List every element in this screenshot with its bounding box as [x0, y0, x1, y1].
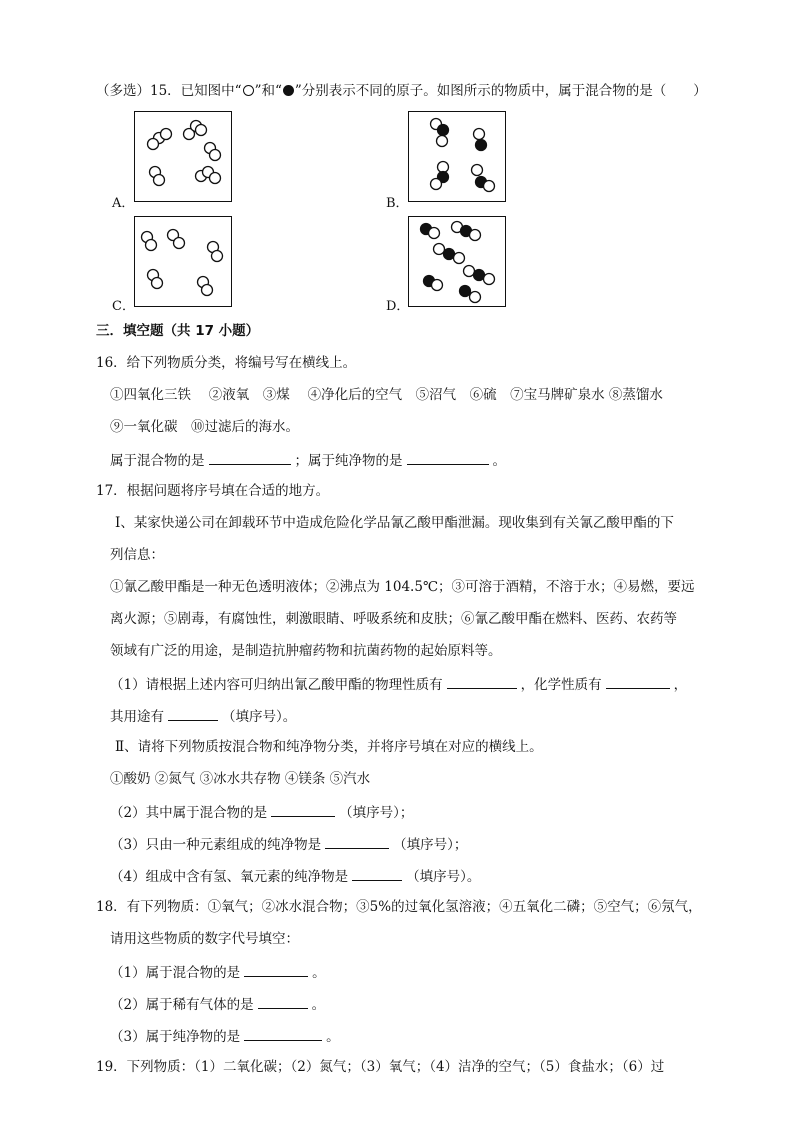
q18-s1-line: （1）属于混合物的是 。 [110, 962, 326, 982]
diagram-c [134, 216, 232, 307]
q17-p3: Ⅱ、请将下列物质按混合物和纯净物分类，并将序号填在对应的横线上。 [115, 739, 543, 755]
q16-items-1: ①四氧化三铁 ②液氧 ③煤 ④净化后的空气 ⑤沼气 ⑥硫 ⑦宝马牌矿泉水 ⑧蒸馏水 [110, 387, 663, 403]
q17-p2a: ①氰乙酸甲酯是一种无色透明液体；②沸点为 104.5℃；③可溶于酒精，不溶于水；④易燃，要远 [110, 579, 695, 595]
diagram-c-molecules [135, 217, 233, 308]
q18-stem-1: 18．有下列物质：①氧气；②冰水混合物；③5%的过氧化氢溶液；④五氧化二磷；⑤空气；⑥氖气， [96, 899, 702, 915]
q17-physical-blank[interactable] [447, 674, 517, 689]
q17-stem: 17．根据问题将序号填在合适的地方。 [96, 483, 330, 499]
q17-element-blank[interactable] [325, 834, 389, 849]
q17-s1-use-line: 其用途有 （填序号）。 [110, 706, 296, 726]
diagram-d [408, 216, 506, 307]
q16-fill-line: 属于混合物的是 ；属于纯净物的是 。 [110, 450, 506, 470]
q16-items-2: ⑨一氧化碳 ⑩过滤后的海水。 [110, 419, 299, 435]
q17-mixture-blank[interactable] [271, 802, 335, 817]
filled-atom-icon [283, 85, 294, 96]
q17-use-blank[interactable] [168, 706, 218, 721]
q16-stem: 16．给下列物质分类，将编号写在横线上。 [96, 355, 357, 371]
q16-mixture-blank[interactable] [209, 450, 291, 465]
q19-stem: 19．下列物质：（1）二氧化碳；（2）氮气；（3）氧气；（4）洁净的空气；（5）食盐水；（6）过 [96, 1059, 665, 1075]
q18-s3-line: （3）属于纯净物的是 。 [110, 1026, 340, 1046]
q17-p1a: Ⅰ、某家快递公司在卸载环节中造成危险化学品氰乙酸甲酯泄漏。现收集到有关氰乙酸甲酯的下 [115, 515, 674, 531]
q17-chemical-blank[interactable] [606, 674, 670, 689]
q17-s4-line: （4）组成中含有氢、氧元素的纯净物是 （填序号）。 [110, 866, 480, 886]
q17-p1b: 列信息： [110, 547, 164, 563]
q18-s2-line: （2）属于稀有气体的是 。 [110, 994, 325, 1014]
q18-mixture-blank[interactable] [244, 962, 308, 977]
diagram-b-molecules [409, 112, 507, 203]
q17-ho-blank[interactable] [352, 866, 402, 881]
q17-s3-line: （3）只由一种元素组成的纯净物是 （填序号）； [110, 834, 467, 854]
q16-pure-blank[interactable] [407, 450, 489, 465]
option-a-label: A． [112, 196, 135, 211]
q17-s1-line: （1）请根据上述内容可归纳出氰乙酸甲酯的物理性质有 ，化学性质有 ， [110, 674, 687, 694]
q17-s2-line: （2）其中属于混合物的是 （填序号）； [110, 802, 413, 822]
q18-stem-2: 请用这些物质的数字代号填空： [110, 931, 299, 947]
section-title: 三．填空题（共 17 小题） [96, 323, 260, 339]
diagram-a-molecules [135, 112, 233, 203]
option-c-label: C． [112, 299, 135, 314]
q17-p2c: 领域有广泛的用途，是制造抗肿瘤药物和抗菌药物的起始原料等。 [110, 643, 502, 659]
q17-p2b: 离火源；⑤剧毒，有腐蚀性，刺激眼睛、呼吸系统和皮肤；⑥氰乙酸甲酯在燃料、医药、农药等 [110, 611, 677, 627]
option-b-label: B． [386, 196, 409, 211]
hollow-atom-icon [243, 85, 254, 96]
q18-rare-gas-blank[interactable] [258, 994, 308, 1009]
q15-stem: （多选）15．已知图中“ ”和“ ”分别表示不同的原子。如图所示的物质中，属于混合物的是（ ） [96, 83, 707, 99]
diagram-b [408, 111, 506, 202]
q18-pure-blank[interactable] [244, 1026, 322, 1041]
option-d-label: D． [386, 299, 410, 314]
q17-items: ①酸奶 ②氮气 ③冰水共存物 ④镁条 ⑤汽水 [110, 771, 371, 787]
diagram-a [134, 111, 232, 202]
diagram-d-molecules [409, 217, 507, 308]
